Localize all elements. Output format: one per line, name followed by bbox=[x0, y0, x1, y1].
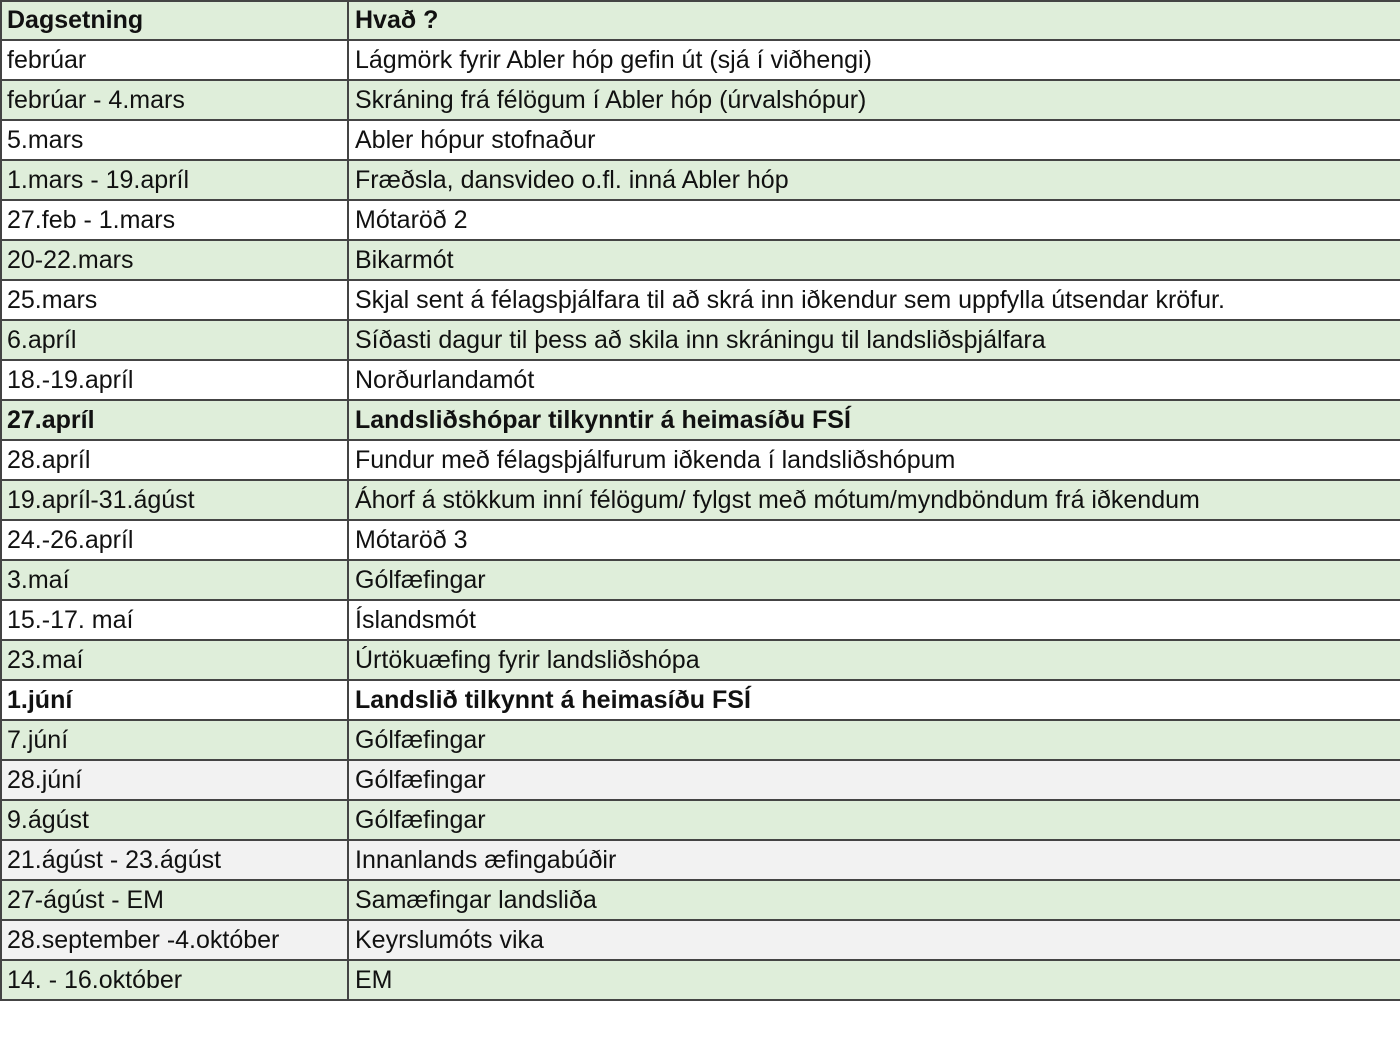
event-cell: Mótaröð 3 bbox=[348, 520, 1400, 560]
date-cell: 7.júní bbox=[1, 720, 348, 760]
event-cell: Fundur með félagsþjálfurum iðkenda í landsliðshópum bbox=[348, 440, 1400, 480]
table-row bbox=[1, 320, 1400, 360]
table-row bbox=[1, 240, 1400, 280]
date-cell: 20-22.mars bbox=[1, 240, 348, 280]
event-cell: Samæfingar landsliða bbox=[348, 880, 1400, 920]
date-cell: 25.mars bbox=[1, 280, 348, 320]
date-cell: 27.feb - 1.mars bbox=[1, 200, 348, 240]
header-what: Hvað ? bbox=[348, 1, 1400, 40]
date-cell: 27.apríl bbox=[1, 400, 348, 440]
table-row bbox=[1, 360, 1400, 400]
date-cell: febrúar - 4.mars bbox=[1, 80, 348, 120]
table-row bbox=[1, 40, 1400, 80]
event-cell: Mótaröð 2 bbox=[348, 200, 1400, 240]
date-cell: 28.júní bbox=[1, 760, 348, 800]
date-cell: 9.ágúst bbox=[1, 800, 348, 840]
date-cell: 3.maí bbox=[1, 560, 348, 600]
event-cell: Keyrslumóts vika bbox=[348, 920, 1400, 960]
date-cell: 14. - 16.október bbox=[1, 960, 348, 1000]
header-row bbox=[1, 1, 1400, 40]
table-row bbox=[1, 920, 1400, 960]
event-cell: Innanlands æfingabúðir bbox=[348, 840, 1400, 880]
date-cell: febrúar bbox=[1, 40, 348, 80]
date-cell: 1.mars - 19.apríl bbox=[1, 160, 348, 200]
table-row bbox=[1, 280, 1400, 320]
date-cell: 24.-26.apríl bbox=[1, 520, 348, 560]
date-cell: 23.maí bbox=[1, 640, 348, 680]
event-cell: Landsliðshópar tilkynntir á heimasíðu FSÍ bbox=[348, 400, 1400, 440]
event-cell: Gólfæfingar bbox=[348, 760, 1400, 800]
event-cell: Skráning frá félögum í Abler hóp (úrvalshópur) bbox=[348, 80, 1400, 120]
date-cell: 27-ágúst - EM bbox=[1, 880, 348, 920]
date-cell: 21.ágúst - 23.ágúst bbox=[1, 840, 348, 880]
date-cell: 18.-19.apríl bbox=[1, 360, 348, 400]
table-row bbox=[1, 200, 1400, 240]
table-row bbox=[1, 840, 1400, 880]
table-row bbox=[1, 520, 1400, 560]
event-cell: Gólfæfingar bbox=[348, 800, 1400, 840]
event-cell: Fræðsla, dansvideo o.fl. inná Abler hóp bbox=[348, 160, 1400, 200]
date-cell: 28.september -4.október bbox=[1, 920, 348, 960]
event-cell: Lágmörk fyrir Abler hóp gefin út (sjá í viðhengi) bbox=[348, 40, 1400, 80]
date-cell: 19.apríl-31.ágúst bbox=[1, 480, 348, 520]
table-row bbox=[1, 160, 1400, 200]
event-cell: Bikarmót bbox=[348, 240, 1400, 280]
event-cell: Áhorf á stökkum inní félögum/ fylgst með mótum/myndböndum frá iðkendum bbox=[348, 480, 1400, 520]
date-cell: 5.mars bbox=[1, 120, 348, 160]
table-row bbox=[1, 880, 1400, 920]
date-cell: 1.júní bbox=[1, 680, 348, 720]
table-row-highlight bbox=[1, 680, 1400, 720]
table-row bbox=[1, 720, 1400, 760]
date-cell: 28.apríl bbox=[1, 440, 348, 480]
table-row bbox=[1, 80, 1400, 120]
event-cell: Skjal sent á félagsþjálfara til að skrá inn iðkendur sem uppfylla útsendar kröfur. bbox=[348, 280, 1400, 320]
date-cell: 15.-17. maí bbox=[1, 600, 348, 640]
event-cell: Norðurlandamót bbox=[348, 360, 1400, 400]
event-cell: Gólfæfingar bbox=[348, 720, 1400, 760]
table-row-highlight bbox=[1, 400, 1400, 440]
table-row bbox=[1, 120, 1400, 160]
table-row bbox=[1, 800, 1400, 840]
event-cell: Landslið tilkynnt á heimasíðu FSÍ bbox=[348, 680, 1400, 720]
table-row bbox=[1, 960, 1400, 1000]
table-row bbox=[1, 480, 1400, 520]
table-row bbox=[1, 600, 1400, 640]
event-cell: Úrtökuæfing fyrir landsliðshópa bbox=[348, 640, 1400, 680]
event-cell: Gólfæfingar bbox=[348, 560, 1400, 600]
date-cell: 6.apríl bbox=[1, 320, 348, 360]
table-row bbox=[1, 760, 1400, 800]
event-cell: Síðasti dagur til þess að skila inn skráningu til landsliðsþjálfara bbox=[348, 320, 1400, 360]
table-row bbox=[1, 640, 1400, 680]
table-row bbox=[1, 560, 1400, 600]
event-cell: EM bbox=[348, 960, 1400, 1000]
event-cell: Abler hópur stofnaður bbox=[348, 120, 1400, 160]
header-date: Dagsetning bbox=[1, 1, 348, 40]
table-row bbox=[1, 440, 1400, 480]
event-cell: Íslandsmót bbox=[348, 600, 1400, 640]
